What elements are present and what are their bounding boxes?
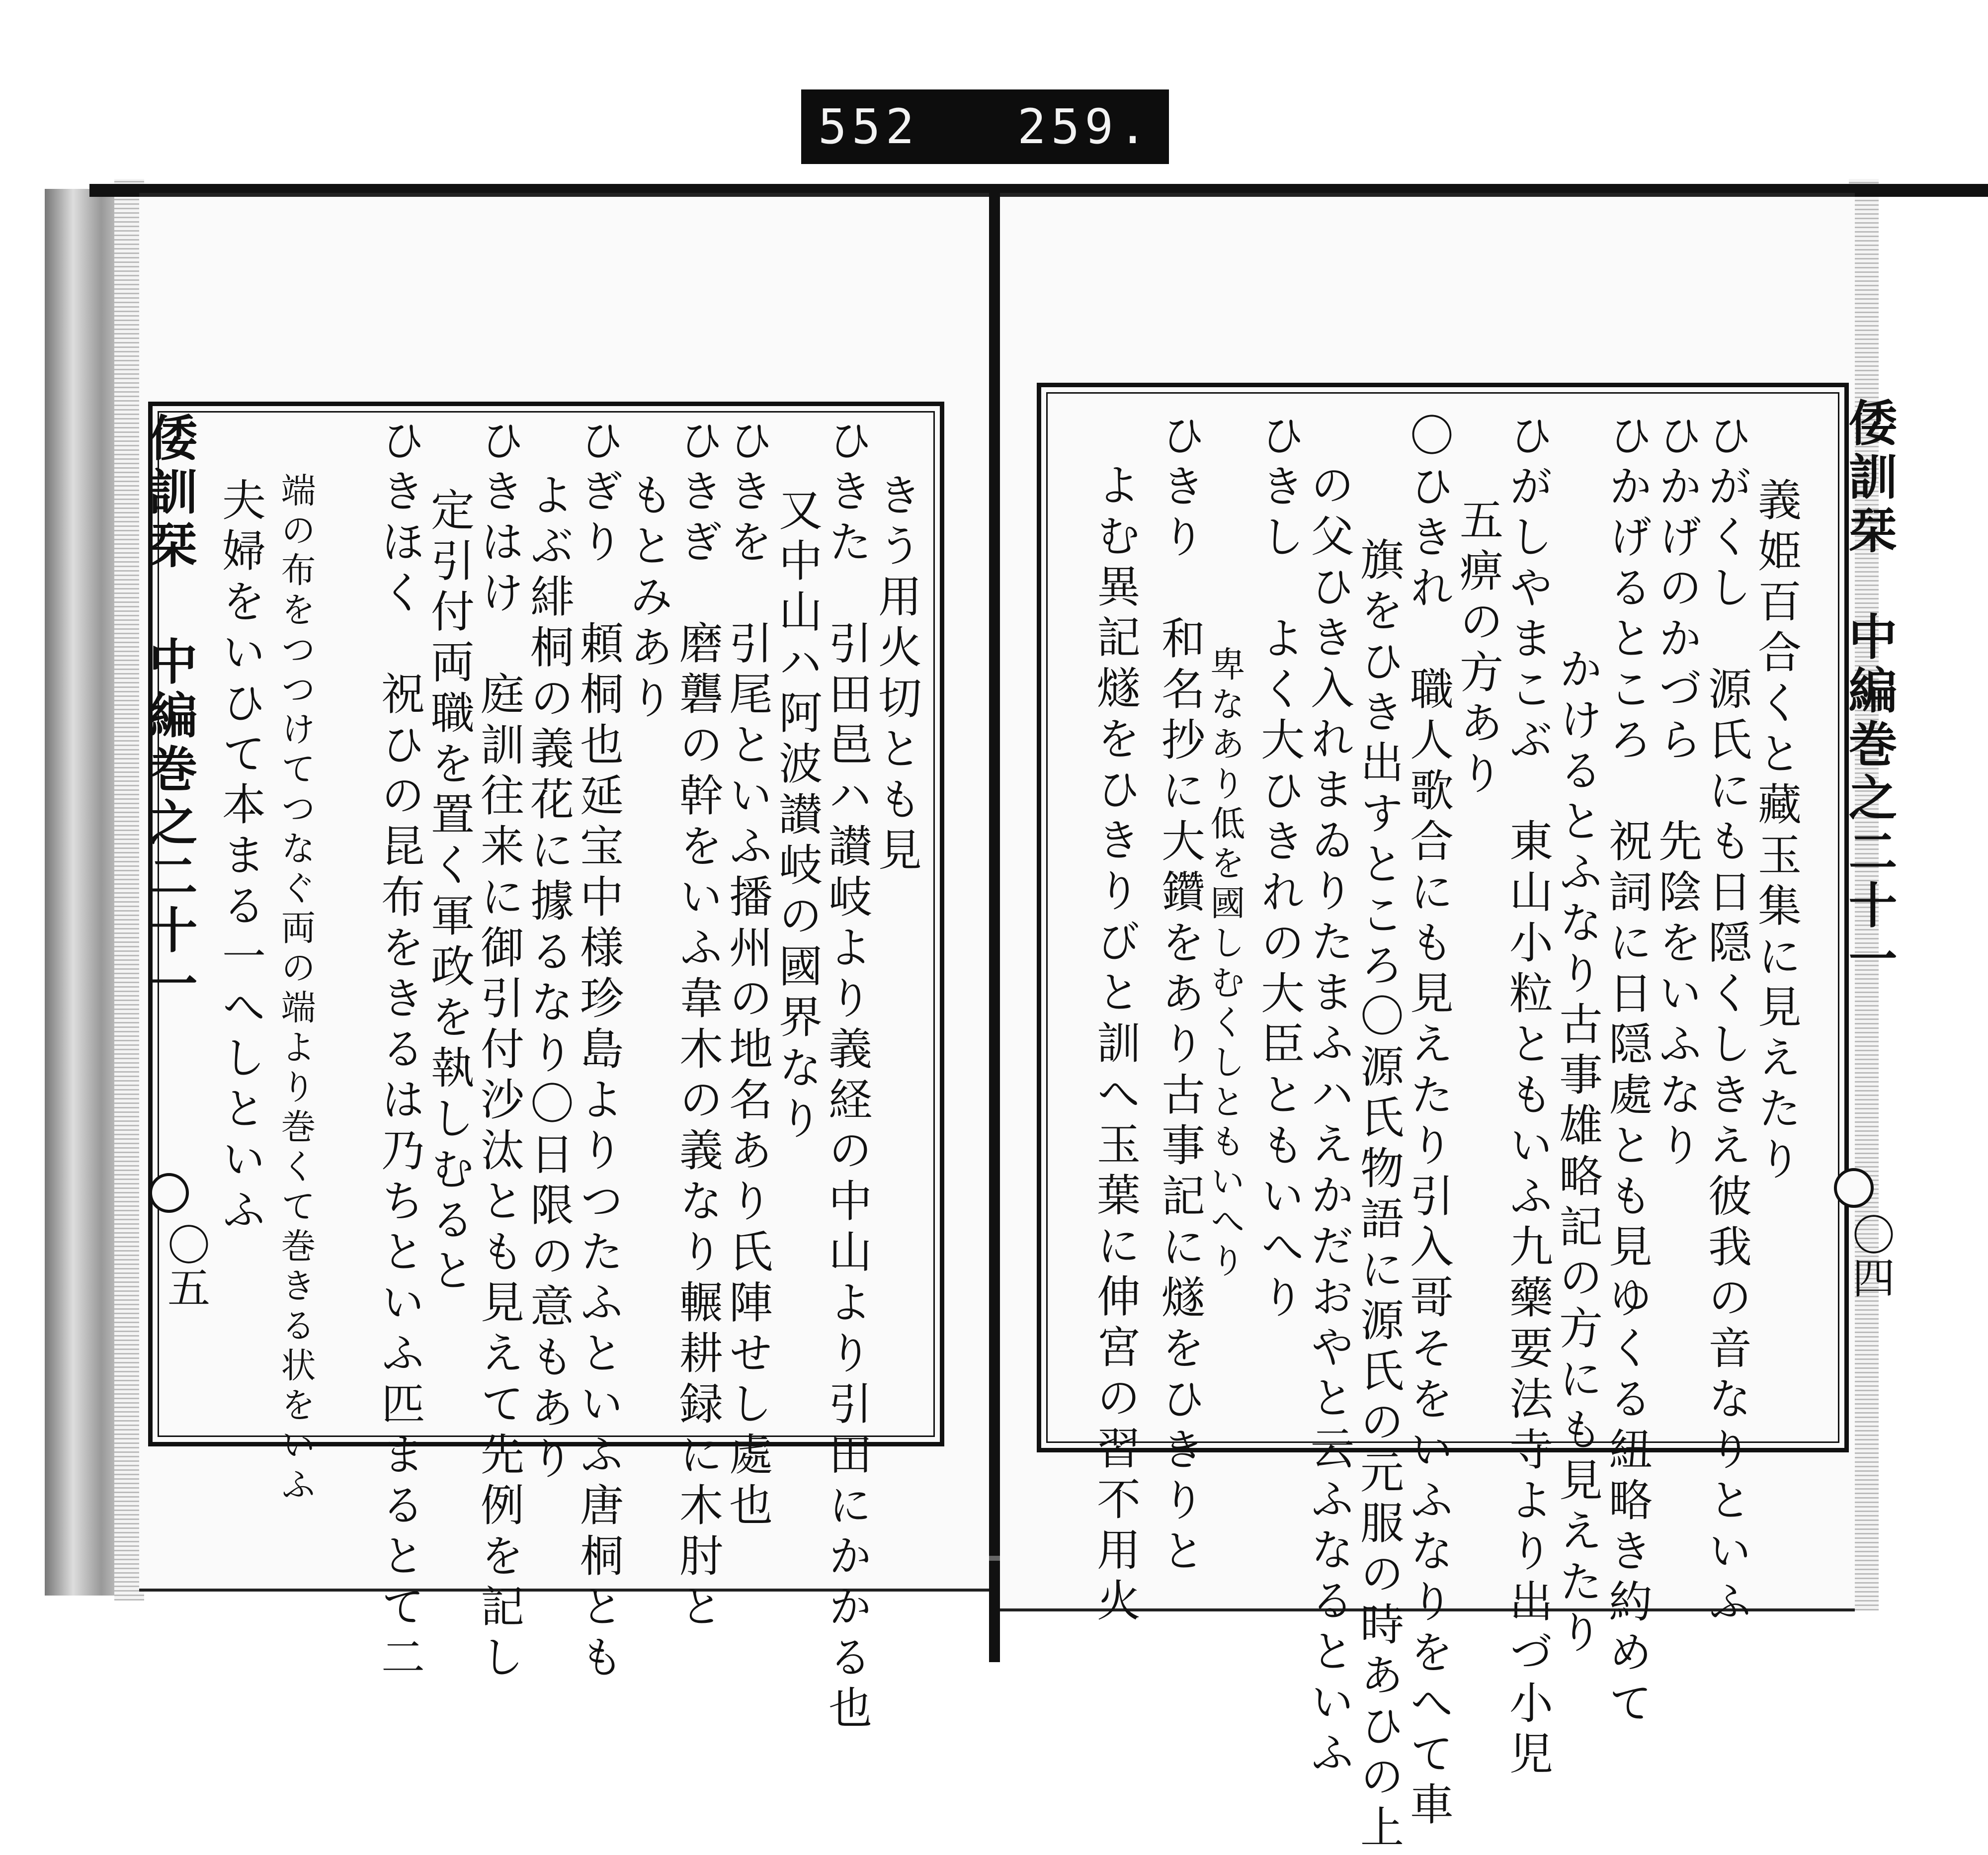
right-col-11: ひきし よく大ひきれの大臣ともいへり [1254,413,1305,1325]
left-col-7: ひぎり 頼桐也延宝中様珍島よりつたふといふ唐桐とも [573,418,624,1685]
right-col-5: かけるとふなり古事雄略記の方にも見えたり [1552,646,1603,1660]
right-col-1: 義姫百合くと藏玉集に見えたり [1751,477,1802,1187]
right-col-6: ひがしやまこぶ 東山小粒ともいふ九藥要法寺より出づ小児 [1502,413,1554,1781]
right-folio-marker [1834,1168,1874,1208]
left-col-2: ひきた 引田邑ハ讃岐より義経の中山より引田にかかる也 [822,418,873,1736]
right-col-12: 卑なあり低を國しむくしともいへり [1205,646,1245,1282]
right-folio: 〇四 [1845,1213,1895,1298]
left-col-5: ひきぎ 磨礱の幹をいふ韋木の義なり輾耕録に木肘と [672,418,724,1634]
center-gutter [989,194,1000,1662]
left-col-8: よぶ緋桐の義花に據るなり〇日限の意もあり [523,472,575,1486]
left-col-12: 端の布をつつけてつなぐ両の端より巻くて巻きる状をいふ [275,472,316,1506]
left-col-4: ひきを 引尾といふ播州の地名あり氏陣せし處也 [722,418,773,1533]
right-col-8: 〇ひきれ 職人歌合にも見えたり引入哥そをいふなりをへて車 [1403,413,1454,1832]
shelf-number-right: 259. [1017,99,1152,155]
left-folio-marker [149,1173,189,1213]
left-col-6: もとみあり [623,472,674,726]
shelf-number-left: 552 [818,99,919,155]
left-col-9: ひきはけ 庭訓往来に御引付沙汰とも見えて先例を記し [474,418,525,1685]
right-col-10: の父ひき入れまゐりたまふハえかだおやと云ふなるといふ [1304,462,1355,1780]
left-running-title: 倭訓栞 [141,413,198,574]
right-col-4: ひかげるところ 祝詞に日隠處とも見ゆくる紐略き約めて [1602,413,1653,1731]
left-col-11: ひきほく 祝ひの昆布をきるは乃ちといふ匹まるとて二 [374,418,425,1685]
right-col-3: ひかげのかづら 先陰をいふなり [1652,413,1703,1173]
right-col-9: 旗をひき出すところ〇源氏物語に源氏の元服の時あひの上 [1353,537,1405,1855]
left-col-3: 又中山ハ阿波讃岐の國界なり [772,487,823,1146]
shelf-number-label [801,89,1169,164]
right-col-14: よむ異記燧をひきりびと訓へ玉葉に伸宮の習不用火 [1090,462,1141,1628]
right-running-volume: 中編巻之二十一 [1840,611,1898,987]
right-running-title: 倭訓栞 [1840,398,1898,559]
right-col-7: 五痹の方あり [1453,497,1504,801]
left-running-volume: 中編巻之二十一 [141,636,198,1012]
left-col-1: きう用火切とも見 [871,472,922,878]
left-col-13: 夫婦をいひて本まる一へしといふ [215,477,266,1238]
left-col-10: 定引付両職を置く軍政を執しむると [424,487,475,1298]
right-col-2: ひがくし 源氏にも日隠くしきえ彼我の音なりといふ [1701,413,1752,1629]
left-folio: 〇五 [160,1223,210,1308]
right-col-13: ひきり 和名抄に大鑽をあり古事記に燧をひきりと [1155,413,1206,1579]
